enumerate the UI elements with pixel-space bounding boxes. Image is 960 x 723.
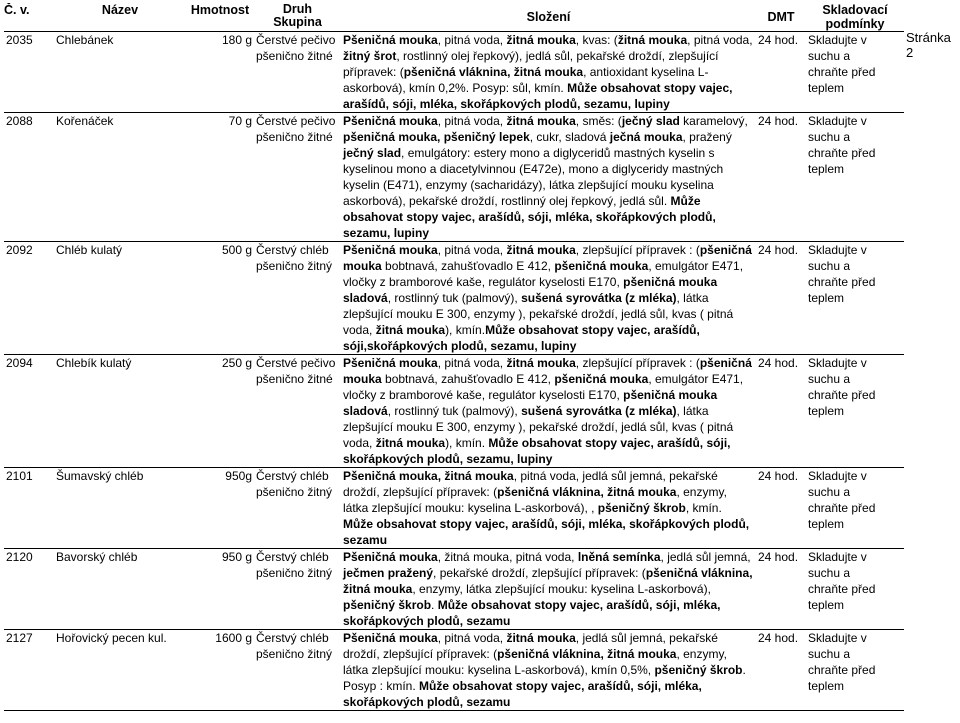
- ingredient-text: , pitná voda,: [437, 356, 507, 370]
- allergen-text: žitná mouka: [617, 33, 688, 47]
- cell-weight: 180 g: [221, 33, 252, 47]
- cell-type-line1: Čerstvý chléb: [256, 550, 329, 564]
- ingredient-text: , jedlá sůl jemná, pekařské droždí, zlepšující přípravek: (: [343, 631, 718, 661]
- storage-line: suchu a: [808, 372, 851, 386]
- ingredient-text: , pekařské droždí, zlepšující přípravek: (: [433, 566, 646, 580]
- ingredient-text: , enzymy, látka zlepšující mouku: kyselina L-askorbová), ,: [343, 485, 727, 515]
- cell-weight: 70 g: [228, 114, 252, 128]
- storage-line: suchu a: [808, 485, 851, 499]
- ingredient-text: , emulgátor E471, vločky z bramborové kaše, regulátor kyselosti E170,: [343, 372, 744, 402]
- header-storage-line1: Skladovací: [822, 3, 888, 17]
- allergen-text: žitná mouka: [375, 323, 446, 337]
- header-dmt: DMT: [756, 3, 806, 32]
- allergen-text: Může obsahovat stopy vajec, arašídů, sóji, skořápkových plodů, sezamu, lupiny: [343, 436, 731, 466]
- allergen-text: pšeničná mouka: [343, 356, 752, 386]
- ingredient-text: , emulgátory: estery mono a diglyceridů mastných kyselin s kyselinou mono a diacetylvinnou (E472e), mono a diglyceridy mastných kyselin (E471), enzymy (sacharidázy), látka zlepšující mouku kyselina askorbová), pekařské droždí, rostlinný olej řepkový, jedlá sůl.: [343, 146, 724, 208]
- cell-dmt: 24 hod.: [758, 243, 799, 257]
- allergen-text: Může obsahovat stopy vajec, arašídů, sóji, mléka, skořápkových plodů, sezamu, lupiny: [343, 81, 733, 111]
- cell-type: [254, 468, 341, 549]
- cell-code: 2120: [6, 550, 33, 564]
- allergen-text: Může obsahovat stopy vajec, arašídů, sóji, mléka, skořápkových plodů, sezamu: [343, 598, 721, 628]
- cell-code: 2101: [6, 469, 33, 483]
- ingredient-text: ), kmín.: [445, 436, 489, 450]
- allergen-text: Pšeničná mouka: [343, 114, 438, 128]
- cell-name: Šumavský chléb: [56, 469, 144, 483]
- allergen-text: ječmen pražený: [343, 566, 434, 580]
- allergen-text: pšeničný škrob: [654, 663, 743, 677]
- ingredient-text: , pitná voda,: [437, 631, 507, 645]
- allergen-text: pšeničná vláknina, žitná mouka: [497, 647, 677, 661]
- cell-type-line2: pšenično žitné: [256, 130, 333, 144]
- header-name: Název: [54, 3, 186, 32]
- allergen-text: Pšeničná mouka: [343, 550, 438, 564]
- cell-type: [254, 549, 341, 630]
- ingredient-text: karamelový,: [679, 114, 748, 128]
- allergen-text: lněná semínka: [577, 550, 661, 564]
- cell-dmt: 24 hod.: [758, 33, 799, 47]
- cell-weight: 500 g: [221, 243, 252, 257]
- allergen-text: Pšeničná mouka: [343, 631, 438, 645]
- ingredient-text: , rostlinný tuk (palmový),: [387, 291, 522, 305]
- cell-type-line2: pšenično žitný: [256, 566, 333, 580]
- allergen-text: žitná mouka: [506, 356, 576, 370]
- header-code: Č. v.: [4, 3, 54, 32]
- page-number-label: Stránka 2: [906, 30, 951, 60]
- allergen-text: pšeničný škrob: [343, 598, 432, 612]
- allergen-text: pšeničná mouka: [343, 243, 752, 273]
- cell-type: [254, 242, 341, 355]
- allergen-text: žitná mouka: [506, 631, 576, 645]
- ingredient-text: , pitná voda,: [437, 243, 507, 257]
- allergen-text: Pšeničná mouka: [343, 243, 438, 257]
- cell-dmt: 24 hod.: [758, 550, 799, 564]
- cell-storage: [806, 468, 904, 549]
- allergen-text: Pšeničná mouka: [343, 356, 438, 370]
- storage-line: chraňte před: [808, 275, 876, 289]
- storage-line: teplem: [808, 598, 845, 612]
- allergen-text: ječný slad: [621, 114, 680, 128]
- cell-dmt: 24 hod.: [758, 356, 799, 370]
- allergen-text: pšeničná mouka: [554, 372, 649, 386]
- ingredient-text: , pitná voda,: [437, 33, 507, 47]
- ingredient-text: ), kmín.: [445, 323, 486, 337]
- allergen-text: sušená syrovátka (z mléka): [521, 291, 677, 305]
- allergen-text: pšeničný škrob: [597, 501, 686, 515]
- cell-name: Chlebík kulatý: [56, 356, 132, 370]
- allergen-text: žitná mouka: [506, 114, 576, 128]
- cell-storage: [806, 355, 904, 468]
- storage-line: suchu a: [808, 49, 851, 63]
- ingredient-text: , kvas: (: [575, 33, 618, 47]
- cell-code: 2127: [6, 631, 33, 645]
- cell-type: [254, 630, 341, 711]
- cell-dmt: 24 hod.: [758, 114, 799, 128]
- ingredient-text: , rostlinný olej řepkový), jedlá sůl, pekařské droždí, zlepšující přípravek: (: [343, 49, 719, 79]
- allergen-text: žitná mouka: [506, 33, 576, 47]
- storage-line: chraňte před: [808, 146, 876, 160]
- ingredient-text: , rostlinný tuk (palmový),: [387, 404, 522, 418]
- allergen-text: žitný šrot: [343, 49, 397, 63]
- storage-line: teplem: [808, 162, 845, 176]
- ingredient-text: bobtnavá, zahušťovadlo E 412,: [381, 259, 555, 273]
- allergen-text: ječná mouka: [609, 130, 683, 144]
- cell-type-line1: Čerstvé pečivo: [256, 114, 336, 128]
- cell-name: Kořenáček: [56, 114, 114, 128]
- allergen-text: pšeničná mouka: [554, 259, 649, 273]
- allergen-text: Může obsahovat stopy vajec, arašídů, sóji, mléka, skořápkových plodů, sezamu, lupiny: [343, 194, 716, 240]
- cell-storage: [806, 32, 904, 113]
- allergen-text: pšeničná vláknina, žitná mouka: [497, 485, 677, 499]
- cell-weight: 250 g: [221, 356, 252, 370]
- cell-type-line2: pšenično žitný: [256, 485, 333, 499]
- storage-line: suchu a: [808, 566, 851, 580]
- storage-line: Skladujte v: [808, 550, 867, 564]
- allergen-text: žitná mouka: [506, 243, 576, 257]
- cell-type: [254, 355, 341, 468]
- ingredient-text: .: [431, 598, 438, 612]
- header-type-line1: Druh: [282, 3, 313, 16]
- storage-line: chraňte před: [808, 582, 876, 596]
- cell-type-line1: Čerstvé pečivo: [256, 33, 336, 47]
- cell-composition: [341, 630, 756, 711]
- cell-type-line2: pšenično žitné: [256, 49, 333, 63]
- cell-type-line2: pšenično žitný: [256, 259, 333, 273]
- allergen-text: pšeničná mouka sladová: [343, 388, 718, 418]
- storage-line: teplem: [808, 81, 845, 95]
- cell-storage: [806, 113, 904, 242]
- cell-composition: [341, 549, 756, 630]
- cell-composition: [341, 242, 756, 355]
- cell-composition: [341, 468, 756, 549]
- storage-line: chraňte před: [808, 663, 876, 677]
- cell-weight: 1600 g: [215, 631, 252, 645]
- cell-name: Chléb kulatý: [56, 243, 123, 257]
- storage-line: teplem: [808, 517, 845, 531]
- cell-dmt: 24 hod.: [758, 469, 799, 483]
- ingredient-text: , pitná voda,: [687, 33, 753, 47]
- ingredient-text: , směs: (: [575, 114, 622, 128]
- ingredient-text: , zlepšující přípravek : (: [575, 243, 700, 257]
- allergen-text: žitná mouka: [375, 436, 446, 450]
- ingredient-text: , jedlá sůl jemná,: [660, 550, 751, 564]
- table-row: [4, 113, 904, 242]
- ingredient-text: , žitná mouka, pitná voda,: [437, 550, 578, 564]
- storage-line: Skladujte v: [808, 243, 867, 257]
- ingredient-text: , zlepšující přípravek : (: [575, 356, 700, 370]
- storage-line: Skladujte v: [808, 631, 867, 645]
- ingredient-text: , cukr, sladová: [529, 130, 610, 144]
- cell-type-line1: Čerstvý chléb: [256, 631, 329, 645]
- product-table: [4, 3, 904, 711]
- ingredient-text: . Posyp : kmín.: [343, 663, 746, 693]
- cell-name: Chlebánek: [56, 33, 114, 47]
- allergen-text: pšeničná vláknina, žitná mouka: [343, 566, 753, 596]
- cell-composition: [341, 113, 756, 242]
- cell-storage: [806, 242, 904, 355]
- cell-type-line1: Čerstvé pečivo: [256, 356, 336, 370]
- storage-line: teplem: [808, 291, 845, 305]
- cell-type: [254, 113, 341, 242]
- allergen-text: Může obsahovat stopy vajec, arašídů, sóji,skořápkových plodů, sezamu, lupiny: [343, 323, 700, 353]
- allergen-text: sušená syrovátka (z mléka): [521, 404, 677, 418]
- storage-line: Skladujte v: [808, 356, 867, 370]
- cell-type-line2: pšenično žitné: [256, 372, 333, 386]
- table-row: [4, 630, 904, 711]
- allergen-text: ječný slad: [343, 146, 402, 160]
- cell-code: 2088: [6, 114, 33, 128]
- ingredient-text: , látka zlepšující mouku E 300, enzymy ), pekařské droždí, jedlá sůl, kvas ( pitná voda,: [343, 291, 734, 337]
- allergen-text: Může obsahovat stopy vajec, arašídů, sóji, mléka, skořápkových plodů, sezamu: [343, 679, 702, 709]
- cell-name: Bavorský chléb: [56, 550, 138, 564]
- cell-weight: 950 g: [221, 550, 252, 564]
- cell-storage: [806, 549, 904, 630]
- storage-line: chraňte před: [808, 501, 876, 515]
- ingredient-text: bobtnavá, zahušťovadlo E 412,: [381, 372, 555, 386]
- cell-code: 2094: [6, 356, 33, 370]
- storage-line: Skladujte v: [808, 114, 867, 128]
- table-row: [4, 242, 904, 355]
- table-header-row: [4, 3, 904, 32]
- storage-line: suchu a: [808, 259, 851, 273]
- header-storage-line2: podmínky: [825, 17, 885, 31]
- header-composition: Složení: [341, 3, 756, 32]
- allergen-text: Pšeničná mouka, žitná mouka: [343, 469, 514, 483]
- cell-dmt: 24 hod.: [758, 631, 799, 645]
- storage-line: teplem: [808, 404, 845, 418]
- cell-composition: [341, 32, 756, 113]
- ingredient-text: , pitná voda,: [437, 114, 507, 128]
- cell-storage: [806, 630, 904, 711]
- ingredient-text: , enzymy, látka zlepšující mouku: kyselina L-askorbová),: [412, 582, 711, 596]
- cell-type-line2: pšenično žitný: [256, 647, 333, 661]
- ingredient-text: , enzymy, látka zlepšující mouku: kyselina L-askorbová), kmín 0,5%,: [343, 647, 727, 677]
- cell-code: 2035: [6, 33, 33, 47]
- header-type-line2: Skupina: [273, 15, 322, 29]
- cell-type-line1: Čerstvý chléb: [256, 243, 329, 257]
- storage-line: suchu a: [808, 647, 851, 661]
- header-type: [254, 3, 341, 32]
- cell-code: 2092: [6, 243, 33, 257]
- storage-line: suchu a: [808, 130, 851, 144]
- storage-line: chraňte před: [808, 388, 876, 402]
- ingredient-text: , pražený: [682, 130, 732, 144]
- storage-line: teplem: [808, 679, 845, 693]
- allergen-text: Může obsahovat stopy vajec, arašídů, sóji, mléka, skořápkových plodů, sezamu: [343, 517, 750, 547]
- header-weight: Hmotnost: [186, 3, 254, 32]
- ingredient-text: , pitná voda, jedlá sůl jemná, pekařské droždí, zlepšující přípravek: (: [343, 469, 718, 499]
- allergen-text: Pšeničná mouka: [343, 33, 438, 47]
- cell-name: Hořovický pecen kul.: [56, 631, 167, 645]
- ingredient-text: , látka zlepšující mouku E 300, enzymy ), pekařské droždí, jedlá sůl, kvas ( pitná voda,: [343, 404, 734, 450]
- cell-type-line1: Čerstvý chléb: [256, 469, 329, 483]
- storage-line: Skladujte v: [808, 33, 867, 47]
- header-storage: [806, 3, 904, 32]
- storage-line: chraňte před: [808, 65, 876, 79]
- table-row: [4, 355, 904, 468]
- table-row: [4, 468, 904, 549]
- cell-composition: [341, 355, 756, 468]
- table-row: [4, 549, 904, 630]
- allergen-text: pšeničná mouka sladová: [343, 275, 718, 305]
- ingredient-text: , emulgátor E471, vločky z bramborové kaše, regulátor kyselosti E170,: [343, 259, 744, 289]
- ingredient-text: , antioxidant kyselina L-askorbová), kmín 0,2%. Posyp: sůl, kmín.: [343, 65, 709, 95]
- storage-line: Skladujte v: [808, 469, 867, 483]
- cell-type: [254, 32, 341, 113]
- cell-weight: 950g: [225, 469, 252, 483]
- table-row: [4, 32, 904, 113]
- allergen-text: pšeničná mouka, pšeničný lepek: [343, 130, 530, 144]
- allergen-text: pšeničná vláknina, žitná mouka: [403, 65, 584, 79]
- ingredient-text: , kmín.: [685, 501, 722, 515]
